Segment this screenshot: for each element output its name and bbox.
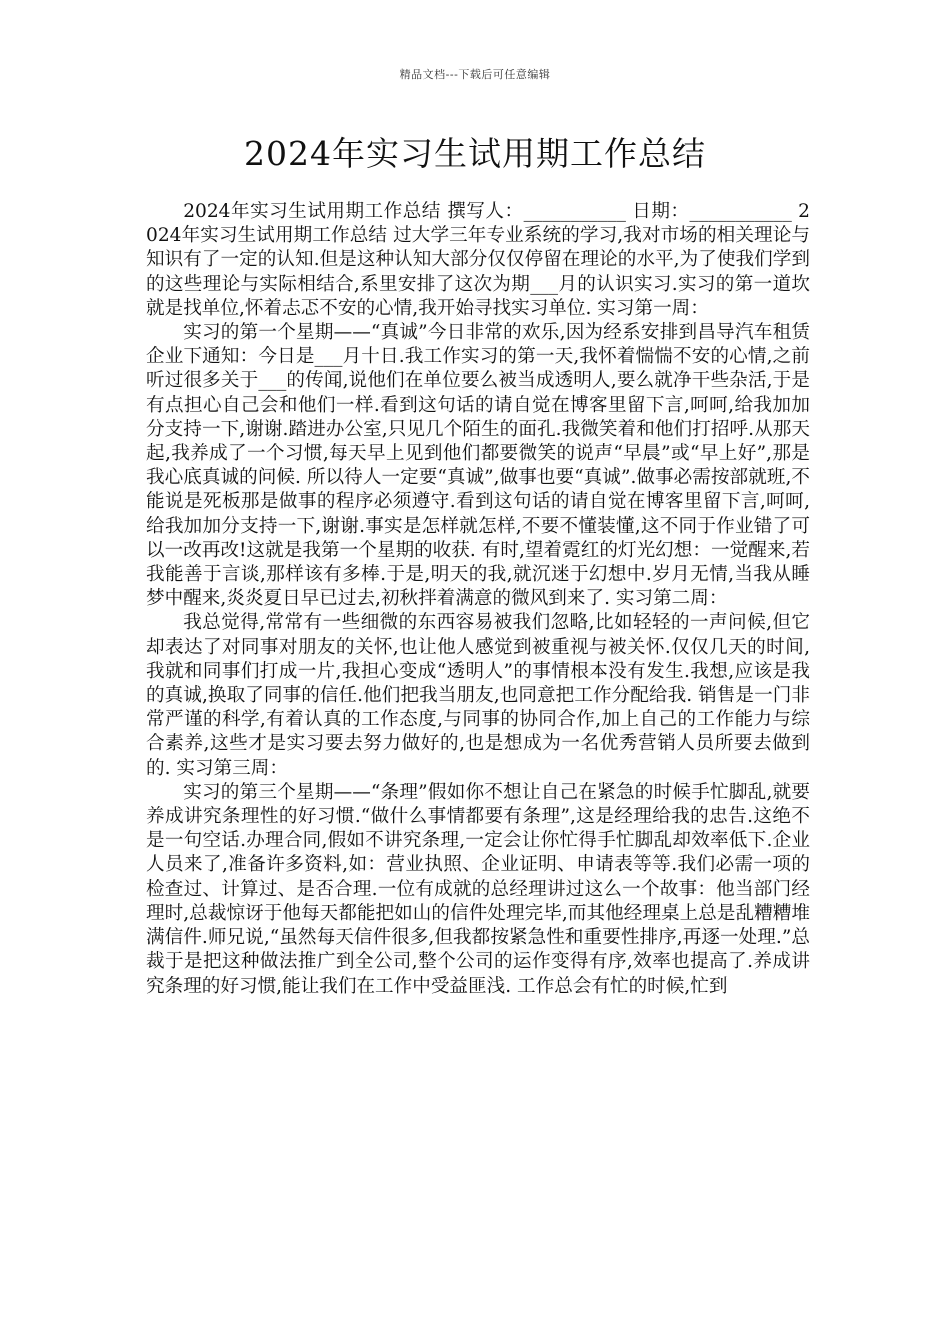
paragraph-intro: 2024年实习生试用期工作总结 撰写人：___________ 日期：___________ 2024年实习生试用期工作总结 过大学三年专业系统的学习,我对市场的相关理论与知识有了一定的认知.但是这种认知大部分仅仅停留在理论的水平,为了使我们学到的这些理论与实际相结合,系里安排了这次为期___月的认识实习.实习的第一道坎就是找单位,怀着忐忑不安的心情,我开始寻找实习单位. 实习第一周：: [146, 201, 810, 319]
document-body: [146, 200, 810, 999]
paragraph-week-1: 实习的第一个星期——“真诚”今日非常的欢乐,因为经系安排到昌导汽车租赁企业下通知：今日是___月十日.我工作实习的第一天,我怀着惴惴不安的心情,之前听过很多关于___的传闻,说他们在单位要么被当成透明人,要么就净干些杂活,于是有点担心自己会和他们一样.看到这句话的请自觉在博客里留下言,呵呵,给我加加分支持一下,谢谢.踏进办公室,只见几个陌生的面孔.我微笑着和他们打招呼.从那天起,我养成了一个习惯,每天早上见到他们都要微笑的说声“早晨”或“早上好”,那是我心底真诚的问候. 所以待人一定要“真诚”,做事也要“真诚”.做事必需按部就班,不能说是死板那是做事的程序必须遵守.看到这句话的请自觉在博客里留下言,呵呵,给我加加分支持一下,谢谢.事实是怎样就怎样,不要不懂装懂,这不同于作业错了可以一改再改!这就是我第一个星期的收获. 有时,望着霓红的灯光幻想：一觉醒来,若我能善于言谈,那样该有多棒.于是,明天的我,就沉迷于幻想中.岁月无情,当我从睡梦中醒来,炎炎夏日早已过去,初秋拌着满意的微风到来了. 实习第二周：: [146, 322, 810, 610]
header-note: 精品文档---下载后可任意编辑: [399, 68, 551, 81]
document-title: 2024年实习生试用期工作总结: [244, 134, 706, 173]
paragraph-week-3: 实习的第三个星期——“条理”假如你不想让自己在紧急的时候手忙脚乱,就要养成讲究条理性的好习惯.“做什么事情都要有条理”,这是经理给我的忠告.这绝不是一句空话.办理合同,假如不讲究条理,一定会让你忙得手忙脚乱却效率低下.企业人员来了,准备许多资料,如：营业执照、企业证明、申请表等等.我们必需一项的检查过、计算过、是否合理.一位有成就的总经理讲过这么一个故事：他当部门经理时,总裁惊讶于他每天都能把如山的信件处理完毕,而其他经理桌上总是乱糟糟堆满信件.师兄说,“虽然每天信件很多,但我都按紧急性和重要性排序,再逐一处理.”总裁于是把这种做法推广到全公司,整个公司的运作变得有序,效率也提高了.养成讲究条理的好习惯,能让我们在工作中受益匪浅. 工作总会有忙的时候,忙到: [146, 781, 810, 997]
paragraph-week-2: 我总觉得,常常有一些细微的东西容易被我们忽略,比如轻轻的一声问候,但它却表达了对同事对朋友的关怀,也让他人感觉到被重视与被关怀.仅仅几天的时间,我就和同事们打成一片,我担心变成“透明人”的事情根本没有发生.我想,应该是我的真诚,换取了同事的信任.他们把我当朋友,也同意把工作分配给我. 销售是一门非常严谨的科学,有着认真的工作态度,与同事的协同合作,加上自己的工作能力与综合素养,这些才是实习要去努力做好的,也是想成为一名优秀营销人员所要去做到的. 实习第三周：: [146, 612, 810, 779]
